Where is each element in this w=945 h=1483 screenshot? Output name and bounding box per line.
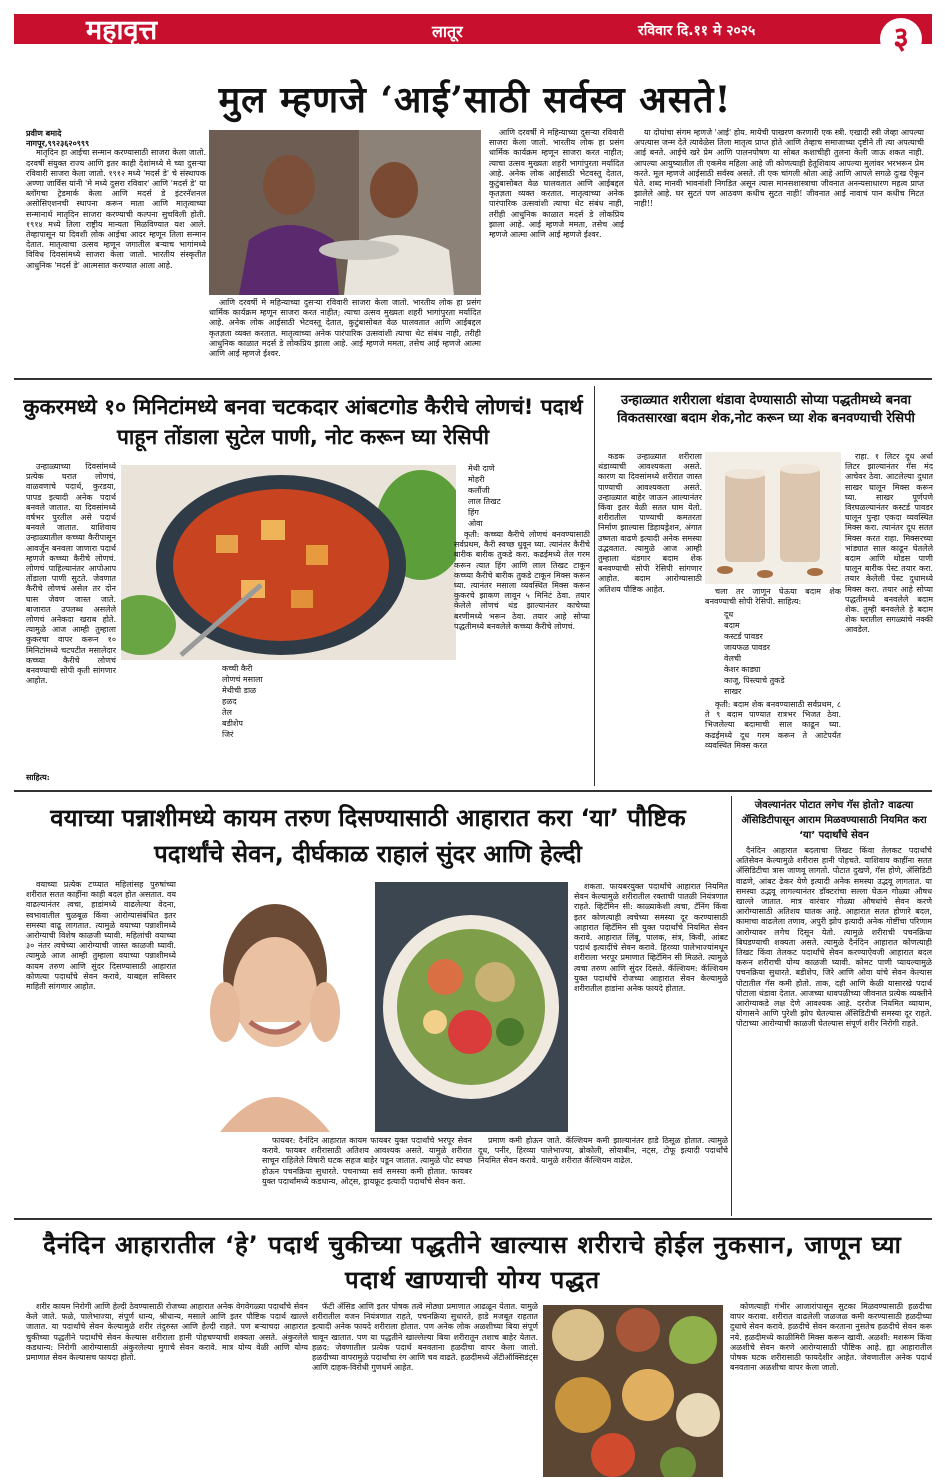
article1-col3 (634, 128, 924, 372)
article2-col1 (26, 462, 116, 792)
article1-col1 (26, 128, 206, 372)
article3-ingredient-list (724, 609, 839, 697)
ingredient-item: वेलची (724, 654, 742, 663)
ingredient-item: हळद (222, 697, 237, 706)
article6-col1 (26, 1302, 308, 1477)
article4-col1-text: वयाच्या प्रत्येक टप्प्यात महिलांसह पुरुषांच्या शरीरात सतत काहींना काही बदल होत असतात. वय वाढल्यानंतर त्वचा, हाडांमध्ये वाढलेल्या वेदना, स्वभावातील चुळबूळ किंवा आरोग्यासंबंधित इतर समस्या वाढू लागतात. त्यामुळे वयाच्या पन्नाशीमध्ये आरोग्याची विशेष काळजी घ्यावी. महिलांची वयाच्या ३० नंतर त्वचेच्या आरोग्याची जास्त काळजी घ्यावी. त्यामुळे आज आम्ही तुम्हाला वयाच्या पन्नाशीमध्ये कायम तरुण आणि सुंदर दिसण्यासाठी आहारात कोणत्या पदार्थांचे सेवन करावे, याबद्दल सविस्तर माहिती सांगणार आहोत. (26, 880, 176, 992)
ingredient-item: मेथी दाणे (468, 464, 495, 473)
ingredient-item: लाल तिखट (468, 497, 501, 506)
article3-col3 (845, 452, 933, 782)
food-ingredients-photo (543, 1305, 723, 1477)
article6-col2-text: फॅटी ॲसिड आणि इतर पोषक तत्वे मोठ्या प्रमाणात आढळून येतात. यामुळे शरीरातील वजन नियंत्रणात राहते, पचनक्रिया सुधारते, हाडे मजबूत राहतात इत्यादी अनेक फायदे शरीराला होतात. पण अनेक लोक अळशीच्या बिया संपूर्ण चावून खातात. पण या पद्धतीने खाल्लेल्या बिया शरीरातून तशाच बाहेर येतात. हळद: जेवणातील प्रत्येक पदार्थ बनवताना हळदीचा वापर केला जातो. हळदीच्या वापरामुळे पदार्थांचा रंग आणि चव वाढते. हळदीमध्ये अँटीऑक्सिडंट्स आणि दाहक-विरोधी गुणधर्म आहेत. (312, 1302, 538, 1373)
article1-headline: मुल म्हणजे ‘आई’साठी सर्वस्व असते! (218, 79, 732, 121)
mango-pickle-photo (121, 465, 456, 660)
article4-col1 (26, 880, 176, 1210)
article2-method-text: कृती: कच्च्या कैरीचे लोणचं बनवण्यासाठी सर्वप्रथम, कैरी स्वच्छ धुवून घ्या. त्यानंतर कैरीचे बारीक बारीक तुकडे करा. कढईमध्ये तेल गरम करून त्यात हिंग आणि लाल तिखट टाकून कच्च्या कैरीचे बारीक तुकडे टाकून मिक्स करून घ्या. त्यानंतर मसाला व्यवस्थित मिक्स करून कुकरचे झाकण लावून ५ मिनिटं ठेवा. तयार केलेले लोणचं थंड झाल्यानंतर काचेच्या बरणीमध्ये भरून ठेवा. तयार आहे सोप्या पद्धतीमध्ये बनवलेले कच्च्या कैरीचे लोणचं. (454, 530, 590, 631)
article6-col3-text: कोणत्याही गंभीर आजारांपासून सुटका मिळवण्यासाठी हळदीचा वापर करावा. शरीरात वाढलेली जळजळ कमी करण्यासाठी हळदीच्या दुधाचे सेवन करावे. हळदीचे सेवन करताना नुसतेच हळदीचे सेवन करू नये. हळदीमध्ये काळीमिरी मिक्स करून खावी. अळशी: मशरूम किंवा अळशीचे सेवन करणे आरोग्यासाठी पौष्टिक आहे. ह्या आहारातील पोषक घटक शरीरासाठी फायदेशीर आहेत. जेवणातील अनेक पदार्थ बनवताना अळशीचा वापर केला जातो. (730, 1302, 932, 1373)
divider-3 (14, 1218, 932, 1220)
ingredient-item: काजू, पिस्त्याचे तुकडे (724, 676, 785, 685)
article3-col1 (598, 452, 702, 782)
article1-col3-text: या दोघांचा संगम म्हणजे 'आई' होय. मायेची पाखरण करणारी एक स्त्री. एखादी स्त्री जेव्हा आपल्या अपत्यास जन्म देते त्यावेळेस तिला मातृत्व प्राप्त होते आणि तेव्हाच समाजाच्या दृष्टीने ती त्या अपत्याची आई बनते. आईचे खरे प्रेम आणि पालनपोषण या सोबत कशाचीही तुलना केली जाऊ शकत नाही. आपल्या आयुष्यातील ती एकमेव महिला आहे जी कोणत्याही हेतूशिवाय आपल्या मुलांवर भरभरून प्रेम करते. मूल म्हणजे आईसाठी सर्वस्व असते. ती एक चांगली श्रोता आहे आणि आपले सगळे दुःख ऐकून घेते. शब्द मानवी भावनांशी निगडित असून त्यास मानसशास्त्राचा जीवनात अनन्यसाधारण महत्व प्राप्त झालेले आहे. घर सुटतं पण आठवण कधीच सुटत नाही! जीवनात आई नावाचं पान कधीच मिटत नाही!! (634, 128, 924, 209)
article1-col1-cont (209, 298, 481, 372)
ingredient-item: मेथीची डाळ (222, 686, 257, 695)
article2-method (454, 530, 590, 785)
ingredient-item: जिरं (222, 730, 234, 739)
page-number: ३ (880, 18, 922, 60)
divider-col-2-3 (594, 386, 595, 786)
article1-contact: नागपूर,९९२३६२०९९९ (26, 138, 90, 149)
ingredient-item: बदाम (724, 621, 740, 630)
article6-col3 (730, 1302, 932, 1477)
article2-headline: कुकरमध्ये १० मिनिटांमध्ये बनवा चटकदार आंबटगोड कैरीचे लोणचं! पदार्थ पाहून तोंडाला सुटेल पाणी, नोट करून घ्या रेसिपी (23, 395, 583, 449)
woman-face-image (180, 882, 370, 1132)
ingredients-label: साहित्य: (26, 772, 50, 782)
article3-col2 (705, 587, 841, 607)
article1-col2 (489, 128, 624, 298)
ingredient-item: तेल (222, 708, 232, 717)
article2-ingredient-list (222, 663, 302, 740)
article4-col2b (478, 1136, 728, 1208)
article5-body-text: दैनंदिन आहारात बदलाचा तिखट किंवा तेलकट पदार्थांचे अतिसेवन केल्यामुळे शरीरास हानी पोहचते. याशिवाय काहींना सतत ॲसिडिटीचा त्रास जाणवू लागतो. पोटात दुखणे, गॅस होणे, ॲसिडिटी वाढणे, आंबट ढेकर येणे इत्यादी अनेक समस्या उद्भवू लागतात. या समस्या उद्भवू लागल्यानंतर डॉक्टरांचा सल्ला घेऊन गोळ्या औषध खाल्ले जातात. मात्र वारंवार गोळ्या औषधांचे सेवन करणे आरोग्यासाठी अतिशय घातक आहे. आहारात सतत होणारे बदल, कामाचा वाढलेला तणाव, अपुरी झोप इत्यादी अनेक गोष्टींचा परिणाम आरोग्यावर लगेच दिसून येतो. त्यामुळे शरीराची पचनक्रिया बिघडण्याची शक्यता असते. त्यामुळे दैनंदिन आहारात कोणत्याही तिखट किंवा तेलकट पदार्थांचे सेवन करण्याऐवजी आहारात बदल करून शरीराची योग्य काळजी घ्यावी. कोमट पाणी प्यायल्यामुळे पचनक्रिया सुधारते. बडीशेप, जिरे आणि ओवा यांचे सेवन केल्यास पोटातील गॅस कमी होतो. ताक, दही आणि केळी यासारखे पदार्थ पोटाला थंडावा देतात. आजच्या धावपळीच्या जीवनात प्रत्येक व्यक्तीने आरोग्याकडे लक्ष देणे आवश्यक आहे. दररोज नियमित व्यायाम, योगासने आणि पुरेशी झोप घेतल्यास ॲसिडिटीची समस्या दूर राहते. पोटाच्या आरोग्याची काळजी घेतल्यास संपूर्ण शरीर निरोगी राहते. (736, 846, 932, 1029)
article5-body (736, 846, 932, 1212)
divider-1 (14, 378, 932, 380)
article3-method-text: कृती: बदाम शेक बनवण्यासाठी सर्वप्रथम, ८ ते ९ बदाम पाण्यात रात्रभर भिजत ठेवा. भिजलेल्या बदामाची साल काढून घ्या. कढईमध्ये दूध गरम करून ते आटेपर्यंत व्यवस्थित मिक्स करत (705, 700, 841, 750)
article4-col3-text: शकता. फायबरयुक्त पदार्थांचे आहारात नियमित सेवन केल्यामुळे शरीरातील रक्ताची पातळी नियंत्रणात राहते. व्हिटॅमिन सी: काळ्याकेशी त्वचा, टॅनिंग किंवा इतर कोणत्याही त्वचेच्या समस्या दूर करण्यासाठी आहारात व्हिटॅमिन सी युक्त पदार्थांचे नियमित सेवन करावे. आहारात लिंबू, पालक, संत्र, किवी, आंबट पदार्थ इत्यादींचे सेवन करावे. हिरव्या पालेभाज्यांमधून शरीराला भरपूर प्रमाणात व्हिटॅमिन सी मिळते. त्यामुळे त्वचा तरुण आणि सुंदर दिसते. कॅल्शियम: कॅल्शियम युक्त पदार्थांचे रोजच्या आहारात सेवन केल्यामुळे शरीरातील हाडांना अनेक फायदे होतात. (574, 882, 728, 994)
ingredient-item: बडीशेप (222, 719, 243, 728)
ingredient-item: ओवा (468, 519, 483, 528)
almond-shake-image (705, 452, 841, 584)
ingredient-item: कस्टर्ड पावडर (724, 632, 763, 641)
ingredient-item: साखर (724, 687, 742, 696)
article4-col3 (574, 882, 728, 1132)
ingredient-item: लोणचं मसाला (222, 675, 263, 684)
article3-headline: उन्हाळ्यात शरीराला थंडावा देण्यासाठी सोप्या पद्धतीमध्ये बनवा विकतसारखा बदाम शेक,नोट करून घ्या शेक बनवण्याची रेसिपी (617, 393, 915, 426)
healthy-bowl-image (375, 882, 568, 1132)
article2-col1-text: उन्हाळ्याच्या दिवसांमध्ये प्रत्येक घरात लोणचं, वाळवणाचे पदार्थ, कुरडया, पापड इत्यादी अनेक पदार्थ बनवले जातात. या दिवसांमध्ये वर्षभर पुरतील असे पदार्थ बनवले जातात. याशिवाय उन्हाळ्यातील कच्च्या कैरीपासून आवर्जून बनवला जाणारा पदार्थ म्हणजे कच्च्या कैरीचे लोणचं. लोणचं पाहिल्यानंतर आपोआप तोंडाला पाणी सुटते. जेवणात कैरीचे लोणचं असेल तर दोन घास जेवण जास्त जाते. बाजारात उपलब्ध असलेले लोणचं अनेकदा खराब होते. त्यामुळे आज आम्ही तुम्हाला कुकरचा वापर करून १० मिनिटांमध्ये चटपटीत मसालेदार कच्च्या कैरीचे लोणचं बनवण्याची सोपी कृती सांगणार आहोत. (26, 462, 116, 686)
article1-col2-text: आणि दरवर्षी मे महिन्याच्या दुसऱ्या रविवारी साजरा केला जातो. भारतीय लोक हा प्रसंग धार्मिक कार्यक्रम म्हणून साजरा करत नाहीत; त्याचा उत्सव मुख्यतः शहरी भागांपुरता मर्यादित आहे. अनेक लोक आईसाठी भेटवस्तू देतात, कुटुंबासोबत वेळ घालवतात आणि आईबद्दल कृतज्ञता व्यक्त करतात. मातृत्वाच्या अनेक पारंपारिक उत्सवांशी त्याचा थेट संबंध नाही, तरीही आधुनिक काळात मदर्स डे लोकप्रिय झाला आहे. आई म्हणजे ममता, तसेच आई म्हणजे आत्मा आणि आई म्हणजे ईश्वर. (489, 128, 624, 240)
divider-col-4-5 (731, 796, 732, 1216)
edition-city: लातूर (432, 22, 463, 41)
article1-col1-text: मातृदिन हा आईचा सन्मान करण्यासाठी साजरा केला जातो. दरवर्षी संयुक्त राज्य आणि इतर काही देशांमध्ये मे च्या दुसऱ्या रविवारी साजरा केला जातो. १९१२ मध्ये 'मदर्स डे' चे संस्थापक अण्णा जार्विस यांनी 'मे मध्ये दुसरा रविवार' आणि 'मदर्स डे' या ब्लॉगचा ट्रेडमार्क केला आणि मदर्स डे इंटरनॅशनल असोसिएशनची स्थापना करून माता आणि मातृत्वाच्या सन्मानार्थ मातृदिन साजरा करण्याची कल्पना सुचविली होती. १९१४ मध्ये तिला राष्ट्रीय मान्यता मिळविण्यात यश आले. तेव्हापासून या दिवशी लोक आईचा आदर म्हणून तिला सन्मान देतात. मातृत्वाचा उत्सव म्हणून जगातील बऱ्याच भागांमध्ये विविध दिवसांमध्ये साजरा केला जातो. भारतीय संस्कृतीत आधुनिक 'मदर्स डे' आत्मसात करण्यात आला आहे. (26, 148, 206, 270)
ingredient-item: मोहरी (468, 475, 485, 484)
article5-headline: जेवल्यानंतर पोटात लगेच गॅस होतो? वाढत्या ॲसिडिटीपासून आराम मिळवण्यासाठी नियमित करा ‘या’ पदार्थांचे सेवन (741, 800, 927, 841)
mother-son-photo (209, 130, 481, 295)
article3-method (705, 700, 841, 784)
newspaper-name: महावृत्त (86, 15, 158, 46)
article3-col3-text: राहा. १ लिटर दूध अर्धा लिटर झाल्यानंतर गॅस मंद आचेवर ठेवा. आटलेल्या दुधात साखर घालून मिक्स करून घ्या. साखर पूर्णपणे विरघळल्यानंतर कस्टर्ड पावडर घालून पुन्हा एकदा व्यवस्थित मिक्स करा. त्यानंतर दूध सतत मिक्स करत राहा. मिक्सरच्या भांड्यात साल काढून घेतलेले बदाम आणि थोडस पाणी घालून बारीक पेस्ट तयार करा. तयार केलेली पेस्ट दुधामध्ये मिक्स करा. तयार आहे सोप्या पद्धतीमध्ये बनवलेले बदाम शेक. तुम्ही बनवलेले हे बदाम शेक घरातील सगळ्यांचे नक्की आवडेल. (845, 452, 933, 635)
article4-col2b-text: प्रमाण कमी होऊन जाते. कॅल्शियम कमी झाल्यानंतर हाडे ठिसूळ होतात. त्यामुळे दूध, पनीर, हिरव्या पालेभाज्या, ब्रोकोली, सोयाबीन, नट्स, टोफू इत्यादी पदार्थांचे नियमित सेवन करावे. यामुळे शरीरात कॅल्शियम वाढेल. (478, 1136, 728, 1166)
almond-shake-photo (705, 452, 841, 584)
woman-face-photo (180, 882, 370, 1132)
healthy-bowl-photo (375, 882, 568, 1132)
article3-col1-text: कडक उन्हाळ्यात शरीराला थंडाव्याची आवश्यकता असते. कारण या दिवसांमध्ये शरीरात जास्त पाण्याची आवश्यकता असते. उन्हाळ्यात बाहेर जाऊन आल्यानंतर किंवा इतर वेळी सतत घाम येतो. शरीरातील पाण्याची कमतरता निर्माण झाल्यास डिहायड्रेशन, अंगात उष्णता वाढणे इत्यादी अनेक समस्या उद्भवतात. त्यामुळे आज आम्ही तुम्हाला थंडगार बदाम शेक बनवण्याची सोपी रेसिपी सांगणार आहोत. बदाम आरोग्यासाठी अतिशय पौष्टिक आहेत. (598, 452, 702, 594)
ingredient-item: दूध (724, 610, 734, 619)
ingredient-item: कच्ची कैरी (222, 664, 253, 673)
ingredient-item: जायफळ पावडर (724, 643, 771, 652)
ingredient-item: हिंग (468, 508, 479, 517)
masthead-band (14, 14, 932, 44)
ingredient-item: केशर काड्या (724, 665, 761, 674)
food-ingredients-image (543, 1305, 723, 1477)
article1-byline: प्रवीण बमादे (26, 128, 62, 138)
article6-col2 (312, 1302, 538, 1477)
article6-headline: दैनंदिन आहारातील ‘हे’ पदार्थ चुकीच्या पद्धतीने खाल्यास शरीराचे होईल नुकसान, जाणून घ्या पदार्थ खाण्याची योग्य पद्धत (43, 1231, 902, 1294)
article2-ingredients-label (26, 772, 116, 784)
mango-pickle-image (121, 465, 456, 660)
article1-col2b-text: आणि दरवर्षी मे महिन्याच्या दुसऱ्या रविवारी साजरा केला जातो. भारतीय लोक हा प्रसंग धार्मिक कार्यक्रम म्हणून साजरा करत नाहीत; त्याचा उत्सव मुख्यतः शहरी भागांपुरता मर्यादित आहे. अनेक लोक आईसाठी भेटवस्तू देतात, कुटुंबासोबत वेळ घालवतात आणि आईबद्दल कृतज्ञता व्यक्त करतात. मातृत्वाच्या अनेक पारंपारिक उत्सवांशी त्याचा थेट संबंध नाही, तरीही आधुनिक काळात मदर्स डे लोकप्रिय झाला आहे. आई म्हणजे ममता, तसेच आई म्हणजे आत्मा आणि आई म्हणजे ईश्वर. (209, 298, 481, 359)
edition-date: रविवार दि.११ मे २०२५ (638, 23, 756, 39)
mother-son-image (209, 130, 481, 295)
article2-ingredient-list-right (468, 463, 548, 529)
ingredient-item: कलौंजी (468, 486, 490, 495)
divider-2 (14, 790, 932, 792)
article4-col2-text: फायबर: दैनंदिन आहारात कायम फायबर युक्त पदार्थांचे भरपूर सेवन करावे. फायबर शरीरासाठी अतिशय आवश्यक असते. यामुळे शरीरात साचून राहिलेले विषारी घटक सहज बाहेर पडून जातात. त्यामुळे पोट स्वच्छ होऊन पचनक्रिया सुधारते. पचनाच्या सर्व समस्या कमी होतात. फायबर युक्त पदार्थांमध्ये कडधान्य, ओट्स, ड्रायफ्रूट इत्यादी पदार्थांचे सेवन करा. (262, 1136, 472, 1186)
article3-col2-text: चला तर जाणून घेऊया बदाम शेक बनवण्याची सोपी रेसिपी. साहित्य: (705, 587, 841, 607)
article6-col1-text: शरीर कायम निरोगी आणि हेल्दी ठेवण्यासाठी रोजच्या आहारात अनेक वेगवेगळ्या पदार्थांचे सेवन केले जाते. फळे, पालेभाज्या, संपूर्ण धान्य, श्रीधान्य, मसाले आणि इतर पौष्टिक पदार्थ खाल्ले जातात. या पदार्थांचे सेवन केल्यामुळे शरीर तंदुरुस्त आणि हेल्दी राहते. पण बऱ्याचदा आहारात चुकीच्या पद्धतीने पदार्थांचे सेवन केल्यास शरीराला हानी पोहचण्याची शक्यता असते. अंकुरलेले कडधान्य: निरोगी आरोग्यासाठी अंकुरलेल्या मुगाचे सेवन करावे. मात्र योग्य वेळी आणि योग्य प्रमाणात सेवन केल्यासच फायदा होतो. (26, 1302, 308, 1363)
article4-col2 (262, 1136, 472, 1208)
article4-headline: वयाच्या पन्नाशीमध्ये कायम तरुण दिसण्यासाठी आहारात करा ‘या’ पौष्टिक पदार्थांचे सेवन, दीर्घकाळ राहालं सुंदर आणि हेल्दी (50, 804, 686, 868)
